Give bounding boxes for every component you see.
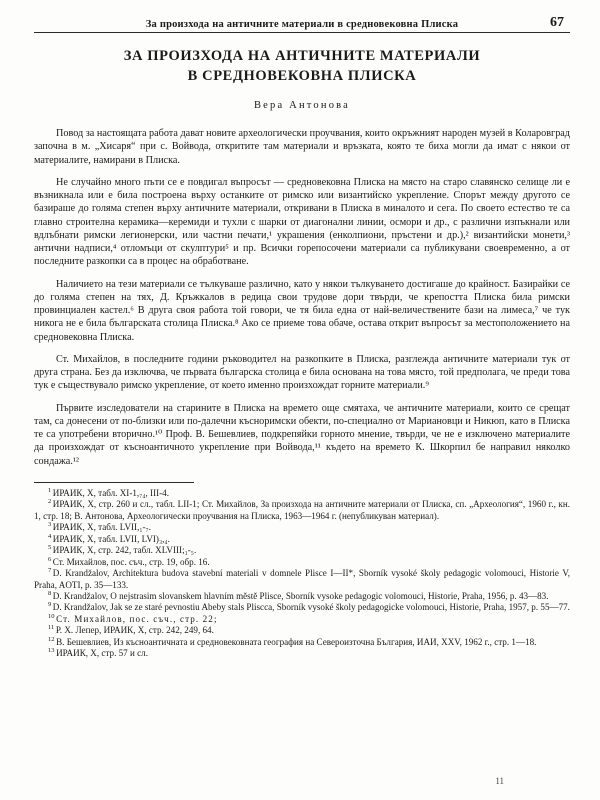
footnote-marker: 10 (48, 612, 55, 620)
footnote-item (34, 568, 570, 591)
footnote-text: Ст. Михайлов, пос. съч., стр. 22; (56, 613, 218, 624)
footnote-text: ИРАИК, X, табл. LVII, LVI)₃,₄. (52, 533, 170, 544)
footnote-divider (34, 482, 194, 483)
footnote-text: ИРАИК, X, табл. XI-1,₇₄, III-4. (52, 487, 169, 498)
footnote-text: D. Krandžalov, Architektura budova stavební materiali v domnele Plisce I—II*, Sborník vysoké školy pedagogic volomouci, Historie V, Praha, AOTI, p. 35—133. (34, 568, 570, 590)
page-title (34, 47, 570, 86)
footnote-text: ИРАИК, X, стр. 57 и сл. (56, 648, 148, 659)
footnote-marker: 12 (48, 635, 55, 643)
header-divider (34, 32, 570, 33)
footnote-text: ИРАИК, X, стр. 242, табл. XLVIII;₁-₅. (52, 545, 197, 556)
footnote-item (34, 648, 570, 659)
paragraph: Първите изследователи на старините в Плиска на времето още смятаха, че античните материали, които се срещат там, са донесени от по-близки или по-далечни късноримски обекти, по-специално от Мариановци и Никюп, като в Плиска те са употребени вторично.¹⁰ Проф. В. Бешевлиев, подкрепяйки горното мнение, твърди, че не е изключено материалите да произхождат от късноантичното укрепление при Войвода,¹¹ където на времето К. Шкорпил бе направил няколко сондажа.¹² (34, 402, 570, 467)
running-head (34, 12, 570, 30)
footnote-text: ИРАИК, X, стр. 260 и сл., табл. LII-1; Ст. Михайлов, За произхода на античните материали от Плиска, сп. „Археология“, 1960 г., кн. 1, стр. 18; В. Антонова, Археологически проучвания на Плиска, 1963—1964 г. (непубликуван материал). (34, 499, 570, 521)
footnote-marker: 4 (48, 532, 52, 540)
footnote-item (34, 545, 570, 556)
page-signature-marker: 11 (495, 776, 504, 786)
footnote-marker: 11 (48, 624, 55, 632)
footnote-marker: 13 (48, 647, 55, 655)
paragraph: Не случайно много пъти се е повдигал въпросът — средновековна Плиска на място на старо славянско селище ли е възникнала или е била построена върху останките от римско или византийско укрепление. Спорът между другото се базираше до голяма степен върху античните материали, откривани в Плиска в миналото и сега. По своето естество те са главно строителна керамика—керемиди и тухли с шарки от диагонални линии, осмори и др., с различни изпъкнали или вдлъбнати римски легионерски, или частни печати,¹ украшения (енколпиони, пръстени и др.),² византийски монети,³ антични надписи,⁴ отломъци от скулптури⁵ и пр. Всички горепосочени материали са публикувани своевременно, а от последните разкопки са в процес на обработване. (34, 176, 570, 268)
footnote-text: D. Krandžalov, Jak se ze staré pevnostiu Abeby stals Pliscca, Sborník vysoké školy pedagogicke volomouci, Historie, Praha, 1957, p. 55—77. (52, 602, 570, 613)
footnote-item (34, 557, 570, 568)
footnote-text: ИРАИК, X, табл. LVII,₁-₇. (52, 522, 151, 533)
footnote-item (34, 625, 570, 636)
footnote-text: Ст. Михайлов, пос. съч., стр. 19, обр. 16. (52, 556, 210, 567)
footnote-marker: 6 (48, 555, 52, 563)
body-text (34, 127, 570, 468)
page-number-top: 67 (550, 15, 564, 30)
footnote-marker: 7 (48, 567, 52, 575)
footnote-text: D. Krandžalov, O nejstrasim slovanskem hlavním městě Plisce, Sborník vysoke pedagogic volomouci, Historie, Praha, 1956, p. 43—83. (52, 590, 549, 601)
footnote-marker: 5 (48, 544, 52, 552)
footnote-marker: 2 (48, 498, 52, 506)
article-title-line-2: В СРЕДНОВЕКОВНА ПЛИСКА (187, 67, 417, 84)
footnote-marker: 8 (48, 589, 52, 597)
footnote-item (34, 637, 570, 648)
footnote-marker: 1 (48, 486, 52, 494)
paragraph: Повод за настоящата работа дават новите археологически проучвания, които окръжният народен музей в Коларовград започна в м. „Хисаря“ при с. Войвода, откритите там материали и връзката, която те биха могли да имат с някои от материалите, намирани в Плиска. (34, 128, 570, 166)
footnote-marker: 3 (48, 521, 52, 529)
paragraph: Ст. Михайлов, в последните години ръководител на разкопките в Плиска, разглежда античните материали тук от друга страна. Без да изключва, че първата българска столица е била основана на това място, той предполага, че преди това тук е съществувало римско укрепление, от което именно произхождат горните материали.⁹ (34, 353, 570, 392)
footnote-item (34, 591, 570, 602)
footnotes (34, 488, 570, 660)
article-title-line-1: ЗА ПРОИЗХОДА НА АНТИЧНИТЕ МАТЕРИАЛИ (123, 48, 481, 64)
footnote-item (34, 614, 570, 625)
footnote-item (34, 602, 570, 613)
footnote-text: Р. Х. Лепер, ИРАИК, X, стр. 242, 249, 64. (55, 625, 214, 636)
footnote-item (34, 522, 570, 533)
footnote-item (34, 499, 570, 522)
footnote-item (34, 534, 570, 545)
footnote-marker: 9 (48, 601, 52, 609)
footnote-text: В. Бешевлиев, Из късноантичната и средновековната география на Североизточна България, ИАИ, XXV, 1962 г., стр. 1—18. (56, 636, 537, 647)
author-byline: Вера Антонова (253, 100, 351, 112)
running-head-title: За произхода на античните материали в средновековна Плиска (145, 19, 459, 30)
footnote-item (34, 488, 570, 499)
paragraph: Наличието на тези материали се тълкуваше различно, като у някои тълкуването достигаше до крайност. Базирайки се до голяма степен на тях, Д. Кръжкалов в редица свои трудове дори твърди, че крепостта Плиска била римски провинциален кастел.⁶ В друга своя работа той говори, че тя била една от най-величествените бази на лимеса,⁷ че тук никога не е била българската столица Плиска.⁸ Ако се приеме това обаче, остава открит въпросът за местоположението на средновековна Плиска. (34, 278, 570, 343)
